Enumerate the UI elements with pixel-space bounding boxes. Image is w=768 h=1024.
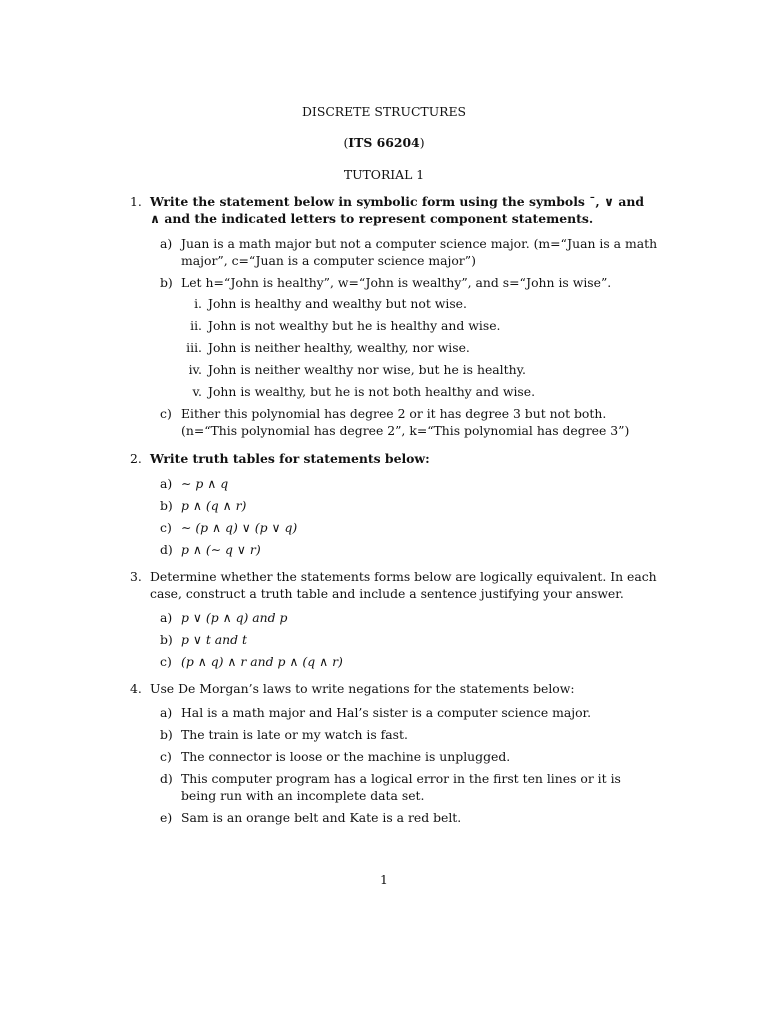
course-title: DISCRETE STRUCTURES	[302, 104, 466, 119]
question-text: Write truth tables for statements below:	[150, 451, 430, 466]
question-4	[130, 680, 658, 697]
question-number: 1.	[130, 194, 142, 209]
item-text: The connector is loose or the machine is unplugged.	[181, 749, 511, 764]
list-item: b) p ∧ (q ∧ r)	[160, 498, 247, 513]
list-item: c) (p ∧ q) ∧ r and p ∧ (q ∧ r)	[160, 654, 343, 669]
sub-item-text: John is not wealthy but he is healthy and wise.	[208, 318, 501, 333]
sub-item-text: John is neither healthy, wealthy, nor wise.	[208, 340, 470, 355]
formula: p ∨ (p ∧ q) and p	[181, 610, 288, 625]
list-item: a) Juan is a math major but not a computer science major. (m=“Juan is a math major”, c=“Juan is a computer science major”)	[160, 236, 658, 268]
course-code: (ITS 66204)	[343, 135, 425, 150]
question-number: 4.	[130, 681, 142, 696]
tutorial-title: TUTORIAL 1	[343, 167, 425, 182]
item-text: Juan is a math major but not a computer science major. (m=“Juan is a math major”, c=“Juan is a computer science major”)	[181, 236, 658, 268]
formula: (p ∧ q) ∧ r and p ∧ (q ∧ r)	[181, 654, 343, 669]
list-item: c) The connector is loose or the machine is unplugged.	[160, 749, 511, 764]
sub-item: i. John is healthy and wealthy but not wise.	[194, 296, 467, 311]
question-number: 3.	[130, 569, 142, 584]
list-item: c) Either this polynomial has degree 2 or it has degree 3 but not both. (n=“This polynomial has degree 2”, k=“This polynomial has degree 3”)	[160, 406, 630, 438]
item-text: Sam is an orange belt and Kate is a red belt.	[181, 810, 462, 825]
formula: ∼ (p ∧ q) ∨ (p ∨ q)	[181, 520, 298, 535]
item-text: Either this polynomial has degree 2 or it has degree 3 but not both. (n=“This polynomial has degree 2”, k=“This polynomial has degree 3”)	[181, 406, 630, 438]
sub-item: ii. John is not wealthy but he is healthy and wise.	[190, 318, 501, 333]
course-code-value: ITS 66204	[348, 135, 420, 150]
question-1-items	[160, 235, 658, 444]
formula: p ∧ (q ∧ r)	[181, 498, 247, 513]
formula: ∼ p ∧ q	[181, 476, 229, 491]
list-item: d) This computer program has a logical error in the first ten lines or it is being run with an incomplete data set.	[160, 771, 621, 803]
list-item: d) p ∧ (∼ q ∨ r)	[160, 542, 261, 557]
list-item: b) p ∨ t and t	[160, 632, 248, 647]
question-1	[130, 193, 658, 227]
formula: p ∨ t and t	[181, 632, 248, 647]
list-item: a) Hal is a math major and Hal’s sister is a computer science major.	[160, 705, 592, 720]
question-text: Determine whether the statements forms below are logically equivalent. In each case, construct a truth table and include a sentence justifying your answer.	[150, 569, 657, 601]
question-number: 2.	[130, 451, 142, 466]
question-text: Use De Morgan’s laws to write negations for the statements below:	[150, 681, 575, 696]
sub-item-text: John is wealthy, but he is not both healthy and wise.	[208, 384, 536, 399]
list-item: a) p ∨ (p ∧ q) and p	[160, 610, 288, 625]
question-text: Write the statement below in symbolic form using the symbols ¯, ∨ and ∧ and the indicated letters to represent component statements.	[150, 194, 645, 226]
question-2-items	[160, 475, 658, 563]
list-item: a) ∼ p ∧ q	[160, 476, 229, 491]
sub-item: v. John is wealthy, but he is not both healthy and wise.	[192, 384, 536, 399]
question-4-items	[160, 704, 658, 831]
sub-item-text: John is neither wealthy nor wise, but he is healthy.	[208, 362, 526, 377]
item-text: Hal is a math major and Hal’s sister is a computer science major.	[181, 705, 592, 720]
item-text: Let h=“John is healthy”, w=“John is wealthy”, and s=“John is wise”.	[181, 275, 612, 290]
list-item: b) Let h=“John is healthy”, w=“John is wealthy”, and s=“John is wise”.	[160, 275, 612, 290]
item-text: The train is late or my watch is fast.	[181, 727, 408, 742]
question-3	[130, 568, 658, 602]
sub-item-text: John is healthy and wealthy but not wise.	[208, 296, 467, 311]
question-2	[130, 450, 658, 467]
question-3-items	[160, 609, 658, 675]
list-item: c) ∼ (p ∧ q) ∨ (p ∨ q)	[160, 520, 298, 535]
list-item: b) The train is late or my watch is fast.	[160, 727, 408, 742]
list-item: e) Sam is an orange belt and Kate is a red belt.	[160, 810, 462, 825]
formula: p ∧ (∼ q ∨ r)	[181, 542, 261, 557]
sub-item: iv. John is neither wealthy nor wise, but he is healthy.	[188, 362, 526, 377]
page-number: 1	[380, 872, 388, 887]
sub-item: iii. John is neither healthy, wealthy, nor wise.	[186, 340, 470, 355]
item-text: This computer program has a logical error in the first ten lines or it is being run with an incomplete data set.	[181, 771, 621, 803]
